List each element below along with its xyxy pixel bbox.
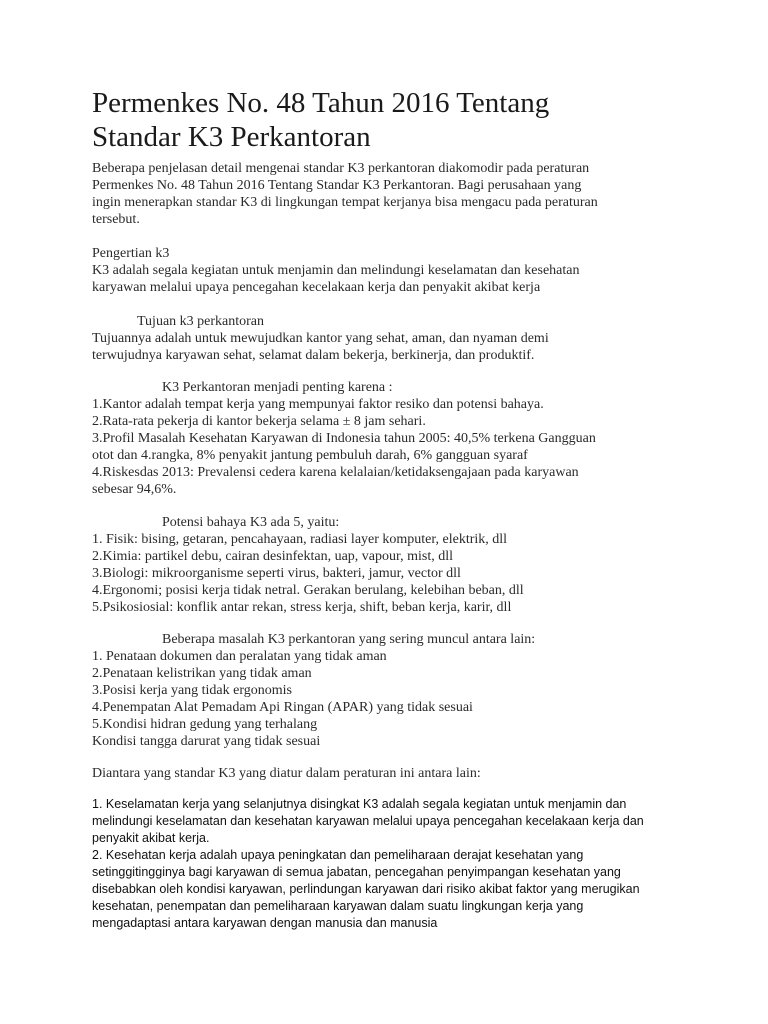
section-heading: Diantara yang standar K3 yang diatur dalam peraturan ini antara lain:	[92, 766, 481, 781]
list-item: 2.Kimia: partikel debu, cairan desinfektan, uap, vapour, mist, dll	[92, 549, 454, 564]
list-item: sebesar 94,6%.	[92, 482, 177, 497]
text-line: penyakit akibat kerja.	[92, 831, 210, 845]
title-line: Permenkes No. 48 Tahun 2016 Tentang	[92, 87, 550, 119]
list-item: 3.Biologi: mikroorganisme seperti virus, bakteri, jamur, vector dll	[92, 566, 461, 581]
text-line: melindungi keselamatan dan kesehatan karyawan melalui upaya pencegahan kecelakaan kerja dan	[92, 814, 644, 828]
page-title	[92, 86, 692, 154]
list-item: 3.Posisi kerja yang tidak ergonomis	[92, 683, 292, 698]
tujuan-section	[92, 313, 682, 364]
intro-paragraph	[92, 160, 682, 228]
masalah-section	[92, 631, 682, 750]
diatur-heading-block	[92, 765, 682, 782]
text-line: karyawan melalui upaya pencegahan kecelakaan kerja dan penyakit akibat kerja	[92, 280, 541, 295]
section-heading: Potensi bahaya K3 ada 5, yaitu:	[162, 515, 340, 530]
text-line: terwujudnya karyawan sehat, selamat dalam bekerja, berkinerja, dan produktif.	[92, 348, 535, 363]
list-item: otot dan 4.rangka, 8% penyakit jantung pembuluh darah, 6% gangguan syaraf	[92, 448, 528, 463]
list-item: 1.Kantor adalah tempat kerja yang mempunyai faktor resiko dan potensi bahaya.	[92, 397, 544, 412]
list-item: 4.Riskesdas 2013: Prevalensi cedera karena kelalaian/ketidaksengajaan pada karyawan	[92, 465, 579, 480]
text-line: Beberapa penjelasan detail mengenai standar K3 perkantoran diakomodir pada peraturan	[92, 161, 590, 176]
text-line: K3 adalah segala kegiatan untuk menjamin dan melindungi keselamatan dan kesehatan	[92, 263, 580, 278]
list-item: 1. Penataan dokumen dan peralatan yang tidak aman	[92, 649, 387, 664]
text-line: Permenkes No. 48 Tahun 2016 Tentang Standar K3 Perkantoran. Bagi perusahaan yang	[92, 178, 582, 193]
text-line: Tujuannya adalah untuk mewujudkan kantor yang sehat, aman, dan nyaman demi	[92, 331, 549, 346]
section-heading: K3 Perkantoran menjadi penting karena :	[162, 380, 393, 395]
text-line: mengadaptasi antara karyawan dengan manusia dan manusia	[92, 916, 438, 930]
list-item: 5.Psikosiosial: konflik antar rekan, stress kerja, shift, beban kerja, karir, dll	[92, 600, 512, 615]
title-line: Standar K3 Perkantoran	[92, 121, 371, 153]
list-item: 5.Kondisi hidran gedung yang terhalang	[92, 717, 318, 732]
text-line: ingin menerapkan standar K3 di lingkungan tempat kerjanya bisa mengacu pada peraturan	[92, 195, 598, 210]
section-heading: Tujuan k3 perkantoran	[137, 314, 265, 329]
diatur-section	[92, 796, 682, 932]
potensi-section	[92, 514, 682, 616]
text-line: tersebut.	[92, 212, 140, 227]
text-line: setinggitingginya bagi karyawan di semua jabatan, pencegahan penyimpangan kesehatan yang	[92, 865, 621, 879]
list-item: 3.Profil Masalah Kesehatan Karyawan di Indonesia tahun 2005: 40,5% terkena Gangguan	[92, 431, 596, 446]
list-item: 4.Ergonomi; posisi kerja tidak netral. Gerakan berulang, kelebihan beban, dll	[92, 583, 524, 598]
list-item: 2.Rata-rata pekerja di kantor bekerja selama ± 8 jam sehari.	[92, 414, 426, 429]
text-line: kesehatan, penempatan dan pemeliharaan karyawan dalam suatu lingkungan kerja yang	[92, 899, 584, 913]
list-item: 4.Penempatan Alat Pemadam Api Ringan (APAR) yang tidak sesuai	[92, 700, 473, 715]
text-line: 2. Kesehatan kerja adalah upaya peningkatan dan pemeliharaan derajat kesehatan yang	[92, 848, 584, 862]
text-line: disebabkan oleh kondisi karyawan, perlindungan karyawan dari risiko akibat faktor yang merugikan	[92, 882, 640, 896]
section-heading: Beberapa masalah K3 perkantoran yang sering muncul antara lain:	[162, 632, 536, 647]
list-item: 1. Fisik: bising, getaran, pencahayaan, radiasi layer komputer, elektrik, dll	[92, 532, 508, 547]
list-item: Kondisi tangga darurat yang tidak sesuai	[92, 734, 321, 749]
penting-section	[92, 379, 682, 498]
pengertian-section	[92, 245, 682, 296]
text-line: 1. Keselamatan kerja yang selanjutnya disingkat K3 adalah segala kegiatan untuk menjamin dan	[92, 797, 627, 811]
list-item: 2.Penataan kelistrikan yang tidak aman	[92, 666, 312, 681]
section-heading: Pengertian k3	[92, 246, 170, 261]
